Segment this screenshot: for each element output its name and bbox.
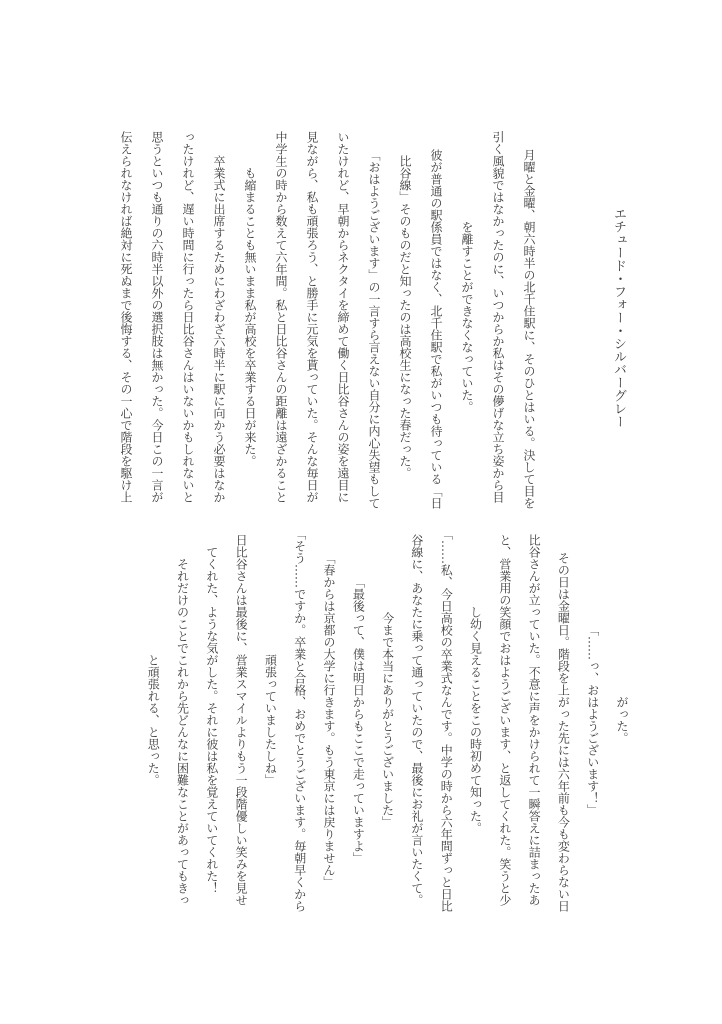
line-text: 谷線に、あなたに乗って通っていたので、最後にお礼が言いたくて。 — [409, 534, 424, 906]
line-text: と頑張れる、と思った。 — [146, 654, 161, 786]
text-line — [364, 530, 393, 910]
line-text: 比谷線」そのものだと知ったのは高校生になった春だった。 — [398, 155, 412, 479]
line-text: てくれた、ような気がした。それに彼は私を覚えていてくれた！ — [204, 546, 219, 894]
text-line — [163, 127, 194, 507]
text-line — [394, 530, 423, 910]
line-text: し幼く見えることをこの時初めて知った。 — [468, 606, 483, 834]
text-line — [349, 127, 380, 519]
line-text: 見ながら、私も頑張ろう、と勝手に元気を貰っていた。そんな毎日が — [305, 131, 319, 503]
text-line — [132, 127, 163, 507]
line-text: 「……私、今日高校の卒業式なんです。中学の時から六年間ずっと日比 — [439, 528, 454, 912]
text-line — [101, 127, 132, 507]
line-text: 「そう……ですか。卒業と合格、おめでとうございます。毎朝早くから — [292, 528, 307, 912]
text-line — [318, 127, 349, 507]
text-line — [256, 127, 287, 507]
line-text: 卒業式に出席するためにわざわざ六時半に駅に向かう必要はなか — [212, 155, 226, 503]
text-line — [442, 127, 473, 507]
text-line — [504, 127, 535, 519]
text-line — [189, 530, 218, 910]
line-text: 「おはようございます」の一言すら言えない自分に内心失望もして — [367, 149, 381, 509]
upper-text-block — [101, 127, 625, 519]
text-line — [225, 127, 256, 507]
text-line — [411, 127, 442, 519]
line-text: 日比谷さんは最後に、営業スマイルよりもう一段階優しい笑みを見せ — [234, 534, 249, 906]
line-text: 頑張っていましたしね」 — [263, 654, 278, 786]
line-text: 伝えられなければ絶対に死ぬまで後悔する、その一心で階段を駆け上 — [119, 131, 133, 503]
text-line — [276, 530, 305, 910]
text-line — [423, 530, 452, 910]
line-text: 引く風貌ではなかったのに、いつからか私はその儚げな立ち姿から目 — [491, 131, 505, 503]
line-text: それだけのことでこれから先どんなに困難なことがあってもきっ — [175, 558, 190, 906]
line-text: 比谷さんが立っていた。不意に声をかけられて一瞬答えに詰まったあ — [527, 534, 542, 906]
line-text: 彼が普通の駅係員ではなく、北千住駅で私がいつも待っている「日 — [429, 149, 443, 509]
line-text: がった。 — [615, 696, 629, 744]
text-line — [306, 530, 335, 910]
line-text: 「……っ、おはようございます！」 — [585, 624, 600, 816]
text-line — [380, 127, 411, 507]
text-line — [159, 530, 188, 922]
text-line — [511, 530, 540, 910]
line-text: 思うといつも通りの六時半以外の選択肢は無かった。今日この一言が — [150, 131, 164, 503]
text-line — [335, 530, 364, 910]
line-text: ったけれど、遅い時間に行ったら日比谷さんはいないかもしれないと — [181, 131, 195, 503]
text-line — [130, 530, 159, 910]
text-line — [287, 127, 318, 507]
text-line — [599, 530, 628, 910]
line-text: と、営業用の笑顔でおはようございます、と返してくれた。笑うと少 — [497, 534, 512, 906]
lower-text-block — [130, 530, 628, 922]
line-text: 今まで本当にありがとうございました」 — [380, 612, 395, 828]
line-text: 「春からは京都の大学に行きます。もう東京には戻りません」 — [322, 552, 337, 888]
story-title — [595, 127, 625, 507]
title-text: エチュード・フォー・シルバーグレー — [611, 206, 626, 428]
text-line — [218, 530, 247, 910]
line-text: 中学生の時から数えて六年間。私と日比谷さんの距離は遠ざかること — [274, 131, 288, 503]
text-line — [482, 530, 511, 910]
text-line — [540, 530, 569, 922]
line-text: 月曜と金曜、朝六時半の北千住駅に、そのひとはいる。決して目を — [522, 149, 536, 509]
line-text: も縮まることも無いまま私が高校を卒業する日が来た。 — [243, 167, 257, 467]
line-text: その日は金曜日。階段を上がった先には六年前も今も変わらない日 — [556, 552, 571, 912]
line-text: 「最後って、僕は明日からもここで走っていますよ」 — [351, 576, 366, 864]
text-line — [194, 127, 225, 519]
text-line — [473, 127, 504, 507]
text-line — [569, 530, 598, 910]
text-line — [247, 530, 276, 910]
line-text: いたけれど、早朝からネクタイを締めて働く日比谷さんの姿を遠目に — [336, 131, 350, 503]
line-text: を離すことができなくなっていた。 — [460, 221, 474, 413]
text-line — [452, 530, 481, 910]
